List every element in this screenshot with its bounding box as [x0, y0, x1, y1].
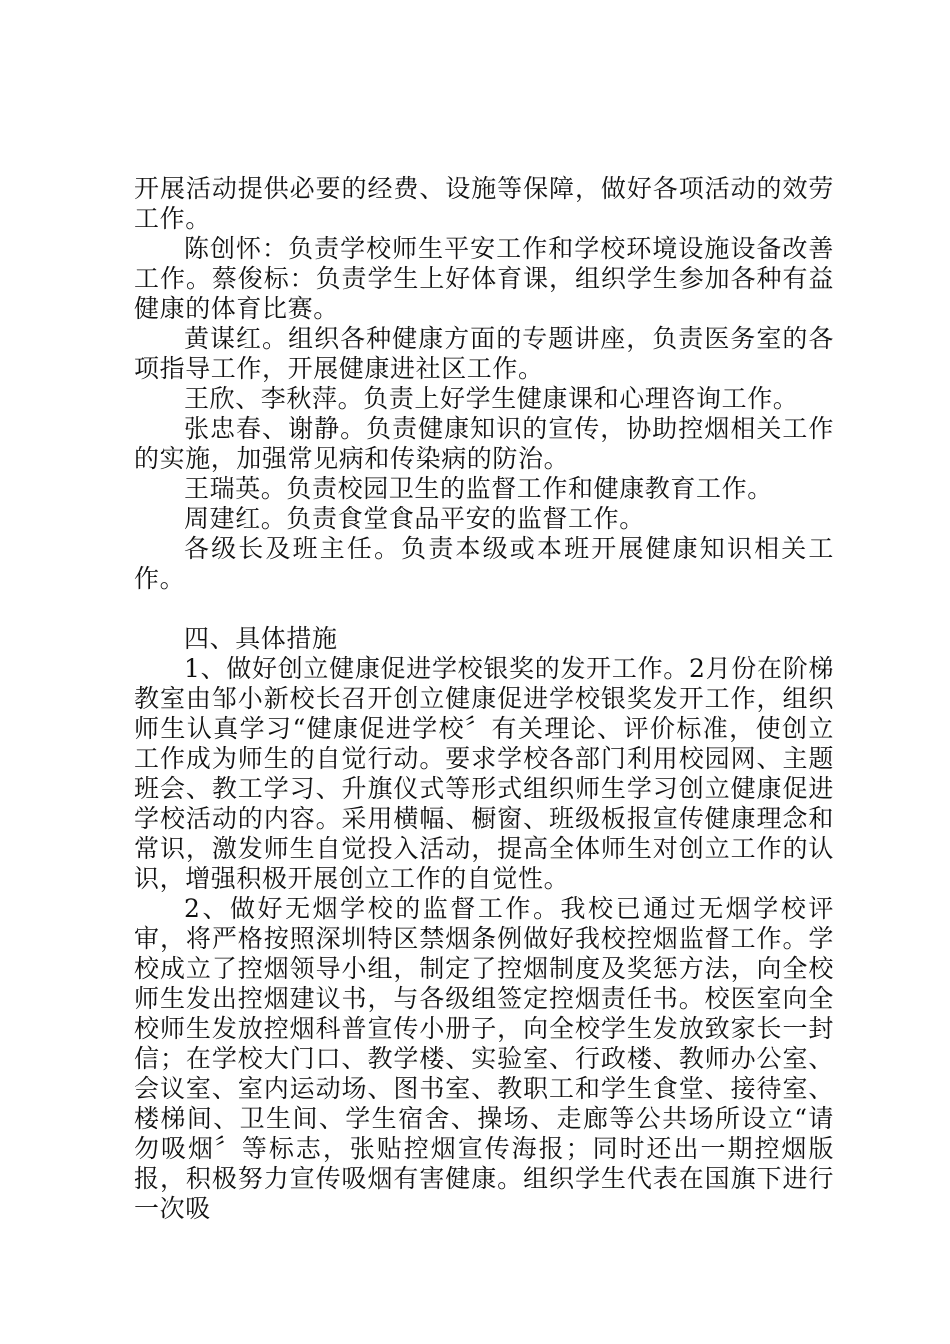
- paragraph-zhou-jianhong: 周建红。负责食堂食品平安的监督工作。: [184, 504, 645, 533]
- paragraph-huang-mouhong: 黄谋红。组织各种健康方面的专题讲座，负责医务室的各项指导工作，开展健康进社区工作。: [134, 324, 834, 383]
- paragraph-wang-li: 王欣、李秋萍。负责上好学生健康课和心理咨询工作。: [184, 384, 799, 413]
- paragraph-wang-ruiying: 王瑞英。负责校园卫生的监督工作和健康教育工作。: [184, 474, 773, 503]
- paragraph-zhang-xie: 张忠春、谢静。负责健康知识的宣传，协助控烟相关工作的实施，加强常见病和传染病的防治。: [134, 414, 834, 473]
- paragraph-chen-cai: 陈创怀：负责学校师生平安工作和学校环境设施设备改善工作。蔡俊标：负责学生上好体育课，组织学生参加各种有益健康的体育比赛。: [134, 234, 834, 323]
- paragraph-measure-2: 2、做好无烟学校的监督工作。我校已通过无烟学校评审，将严格按照深圳特区禁烟条例做好我校控烟监督工作。学校成立了控烟领导小组，制定了控烟制度及奖惩方法，向全校师生发出控烟建议书，与各级组签定控烟责任书。校医室向全校师生发放控烟科普宣传小册子，向全校学生发放致家长一封信；在学校大门口、教学楼、实验室、行政楼、教师办公室、会议室、室内运动场、图书室、教职工和学生食堂、接待室、楼梯间、卫生间、学生宿舍、操场、走廊等公共场所设立“请勿吸烟〞等标志，张贴控烟宣传海报；同时还出一期控烟版报，积极努力宣传吸烟有害健康。组织学生代表在国旗下进行一次吸: [134, 894, 834, 1223]
- paragraph-funding-support: 开展活动提供必要的经费、设施等保障，做好各项活动的效劳工作。: [134, 174, 834, 233]
- document-body: [134, 174, 834, 1224]
- section-heading-specific-measures: 四、具体措施: [184, 624, 338, 653]
- paragraph-grade-leaders: 各级长及班主任。负责本级或本班开展健康知识相关工作。: [134, 534, 834, 593]
- paragraph-measure-1: 1、做好创立健康促进学校银奖的发开工作。2月份在阶梯教室由邹小新校长召开创立健康促进学校银奖发开工作，组织师生认真学习“健康促进学校〞有关理论、评价标准，使创立工作成为师生的自觉行动。要求学校各部门利用校园网、主题班会、教工学习、升旗仪式等形式组织师生学习创立健康促进学校活动的内容。采用横幅、橱窗、班级板报宣传健康理念和常识，激发师生自觉投入活动，提高全体师生对创立工作的认识，增强积极开展创立工作的自觉性。: [134, 654, 834, 893]
